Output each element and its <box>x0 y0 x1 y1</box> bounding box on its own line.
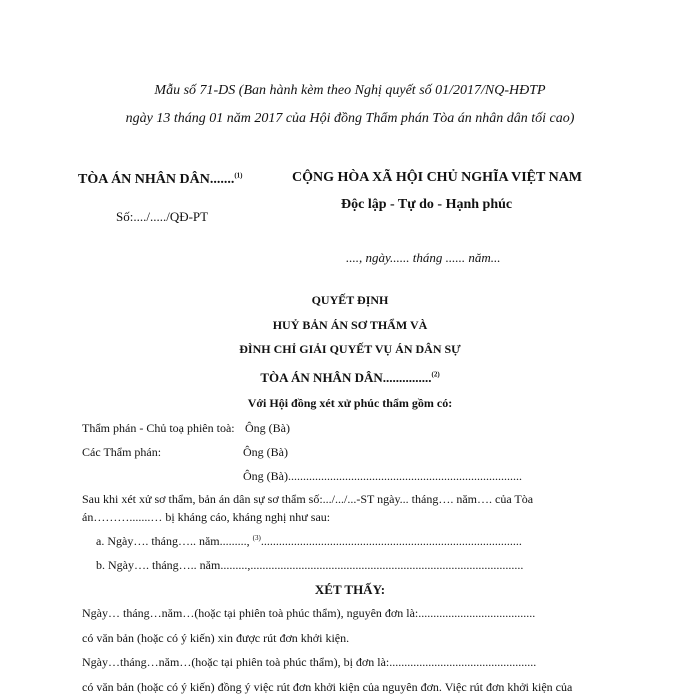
section-title-findings: XÉT THẤY: <box>314 582 386 597</box>
form-reference-line2: ngày 13 tháng 01 năm 2017 của Hội đồng Thẩm phán Tòa án nhân dân tối cao) <box>125 111 575 126</box>
presiding-judge-label: Thẩm phán - Chủ toạ phiên toà: <box>82 421 235 435</box>
appellate-court-text: TÒA ÁN NHÂN DÂN............... <box>260 370 432 385</box>
court-name <box>78 172 243 188</box>
decision-subtitle-2: ĐÌNH CHỈ GIẢI QUYẾT VỤ ÁN DÂN SỰ <box>239 342 461 356</box>
finding-line-4: có văn bản (hoặc có ý kiến) đồng ý việc rút đơn khởi kiện của nguyên đơn. Việc rút đơn khởi kiện của <box>82 680 573 694</box>
appeal-paragraph-line1: Sau khi xét xử sơ thẩm, bản án dân sự sơ thẩm số:.../.../...-ST ngày... tháng…. năm…. của Tòa <box>82 492 534 506</box>
judges-label: Các Thẩm phán: <box>82 445 162 459</box>
footnote-3: (3) <box>252 534 261 542</box>
republic-name: CỘNG HÒA XÃ HỘI CHỦ NGHĨA VIỆT NAM <box>292 170 583 185</box>
presiding-judge-value: Ông (Bà) <box>245 421 290 435</box>
appeal-item-a <box>96 534 522 549</box>
appeal-item-a-text: a. Ngày…. tháng….. năm........., <box>96 534 250 548</box>
court-name-text: TÒA ÁN NHÂN DÂN....... <box>78 172 235 187</box>
footnote-1: (1) <box>234 171 243 180</box>
judge-2-value: Ông (Bà).............................................................................. <box>243 469 522 483</box>
judge-1-value: Ông (Bà) <box>243 445 288 459</box>
national-motto: Độc lập - Tự do - Hạnh phúc <box>341 197 513 212</box>
form-reference-line1: Mẫu số 71-DS (Ban hành kèm theo Nghị quyết số 01/2017/NQ-HĐTP <box>154 83 546 98</box>
decision-title: QUYẾT ĐỊNH <box>311 293 389 307</box>
decision-number: Số:..../...../QĐ-PT <box>116 209 209 224</box>
panel-intro: Với Hội đồng xét xử phúc thẩm gồm có: <box>247 396 453 410</box>
decision-subtitle-1: HUỶ BẢN ÁN SƠ THẨM VÀ <box>272 318 428 332</box>
appeal-item-a-dots: ....................................................................................... <box>260 534 522 548</box>
appeal-item-b: b. Ngày…. tháng….. năm.........,........................................................................................... <box>96 558 524 572</box>
finding-line-1: Ngày… tháng…năm…(hoặc tại phiên toà phúc thẩm), nguyên đơn là:....................................... <box>82 606 536 620</box>
footnote-2: (2) <box>431 370 440 379</box>
date-line: ...., ngày...... tháng ...... năm... <box>346 250 501 265</box>
finding-line-3: Ngày…tháng…năm…(hoặc tại phiên toà phúc thẩm), bị đơn là:................................................. <box>82 655 537 669</box>
finding-line-2: có văn bản (hoặc có ý kiến) xin được rút đơn khởi kiện. <box>82 631 350 645</box>
appeal-paragraph-line2: án……….......… bị kháng cáo, kháng nghị như sau: <box>82 510 331 524</box>
appellate-court-line <box>0 370 700 386</box>
